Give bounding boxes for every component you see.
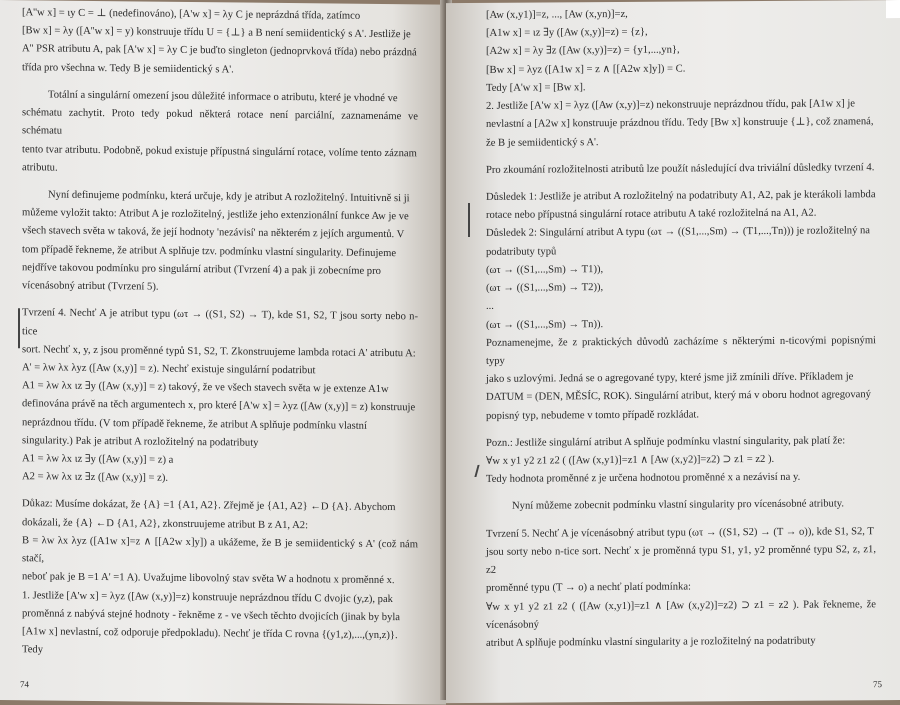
text-line: [A2w x] = λy ∃z ([Aw (x,y)]=z) = {y1,...,yn}, bbox=[486, 44, 680, 58]
page-number: 74 bbox=[20, 678, 29, 689]
text-line: atribut A splňuje podmínku vlastní singularity a je rozložitelný na podatributy bbox=[486, 635, 816, 649]
text-line: A2 = λw λx ιz ∃z ([Aw (x,y)] = z). bbox=[22, 471, 169, 485]
margin-pencil-mark bbox=[468, 203, 470, 237]
text-line: podatributy typů bbox=[486, 246, 557, 258]
text-line: Důkaz: Musíme dokázat, že {A} =1 {A1, A2}. Zřejmě je {A1, A2} ←D {A}. Abychom bbox=[22, 498, 396, 514]
margin-pencil-mark bbox=[18, 308, 20, 348]
text-line: Tvrzení 5. Nechť A je vícenásobný atribut typu (ωτ → ((S1, S2) → (T → o)), kde S1, S2, T bbox=[486, 525, 874, 540]
text-line: Totální a singulární omezení jsou důležité informace o atributu, které je vhodné ve bbox=[48, 89, 398, 105]
text-line: A1 = λw λx ιz ∃y ([Aw (x,y)] = z) a bbox=[22, 453, 174, 466]
text-line: ∀w x y1 y2 z1 z2 ( ([Aw (x,y1)]=z1 ∧ [Aw (x,y2)]=z2) ⊃ z1 = z2 ). bbox=[486, 453, 775, 467]
text-line: neboť pak je B =1 A' =1 A). Uvažujme libovolný stav světa W a hodnotu x proměnné x. bbox=[22, 571, 395, 587]
text-line: A'' PSR atributu A, pak [A'w x] = λy C je buďto singleton (jednoprvková třída) nebo prázdná bbox=[22, 43, 417, 59]
right-page bbox=[446, 0, 900, 703]
text-line: Tedy [A'w x] = [Bw x]. bbox=[486, 82, 586, 94]
text-line: vícenásobný atribut (Tvrzení 5). bbox=[22, 280, 159, 293]
text-line: Pro zkoumání rozložitelnosti atributů lze použít následující dva triviální důsledky tvrzení 4. bbox=[486, 161, 875, 176]
text-line: popisný typ, nebudeme v tomto případě rozkládat. bbox=[486, 408, 700, 422]
text-line: Pozn.: Jestliže singulární atribut A splňuje podmínku vlastní singularity, pak platí že: bbox=[486, 435, 846, 449]
text-line: sort. Nechť x, y, z jsou proměnné typů S1, S2, T. Zkonstruujeme lambda rotaci A' atributu A: bbox=[22, 343, 416, 360]
text-line: nevlastní a [A2w x] konstruuje prázdnou třídu. Tedy [Bw x] konstruuje {⊥}, což znamená, bbox=[486, 116, 874, 131]
text-line: Důsledek 1: Jestliže je atribut A rozložitelný na podatributy A1, A2, pak je kterákoli lambda bbox=[486, 189, 876, 203]
text-line: neprázdnou třídu. (V tom případě řekneme, že atribut A splňuje podmínku vlastní bbox=[22, 416, 367, 432]
text-line: Důsledek 2: Singulární atribut A typu (ωτ → ((S1,...,Sm) → (T1,...,Tn))) je rozložitelný na bbox=[486, 225, 871, 240]
text-line: atributu. bbox=[22, 161, 58, 174]
page-corner bbox=[886, 0, 900, 18]
text-line: dokázali, že {A} ←D {A1, A2}, zkonstruujeme atribut B z A1, A2: bbox=[22, 516, 309, 531]
text-line: (ωτ → ((S1,...,Sm) → T2)), bbox=[486, 282, 604, 294]
text-line: A' = λw λx λyz ([Aw (x,y)] = z). Nechť existuje singulární podatribut bbox=[22, 362, 316, 377]
text-line: Tedy bbox=[22, 644, 44, 656]
text-line: [A1w x] nevlastní, což odporuje předpokladu). Nechť je třída C rovna {(y1,z),...,(yn,z)}. bbox=[22, 626, 398, 642]
text-line: 1. Jestliže [A'w x] = λyz ([Aw (x,y)]=z) konstruuje neprázdnou třídu C dvojic (y,z), pak bbox=[22, 589, 393, 605]
text-line: tento tvar atributu. Podobně, pokud existuje přípustná singulární rotace, volíme tento záznam bbox=[22, 143, 417, 159]
text-line: [A''w x] = ιy C = ⊥ (nedefinováno), [A'w x] = λy C je neprázdná třída, zatímco bbox=[22, 7, 361, 22]
text-line: Nyní definujeme podmínku, která určuje, kdy je atribut A rozložitelný. Intuitivně si ji bbox=[48, 189, 410, 205]
left-page bbox=[0, 0, 446, 705]
margin-pencil-mark bbox=[474, 465, 479, 477]
text-line: ... bbox=[486, 301, 494, 313]
text-line: Tvrzení 4. Nechť A je atribut typu (ωτ → ((S1, S2) → T), kde S1, S2, T jsou sorty nebo n-tice bbox=[22, 307, 418, 337]
text-line: nejdříve takovou podmínku pro singulární atribut (Tvrzení 4) a pak ji zobecníme pro bbox=[22, 262, 381, 277]
text-line: [Bw x] = λy ([A''w x] = y) konstruuje třídu U = {⊥} a B není semiidentický s A'. Jestliže je bbox=[22, 25, 411, 41]
text-line: že B je semiidentický s A'. bbox=[486, 136, 599, 149]
text-line: schématu zachytit. Proto tedy pokud některá rotace není parciální, zaznamenáme ve schématu bbox=[22, 107, 418, 137]
text-line: 2. Jestliže [A'w x] = λyz ([Aw (x,y)]=z) nekonstruuje neprázdnou třídu, pak [A1w x] je bbox=[486, 98, 855, 112]
text-line: Nyní můžeme zobecnit podmínku vlastní singularity pro vícenásobné atributy. bbox=[512, 498, 845, 513]
text-line: [Bw x] = λyz ([A1w x] = z ∧ [[A2w x]y]) = C. bbox=[486, 63, 686, 76]
text-line: (ωτ → ((S1,...,Sm) → Tn)). bbox=[486, 318, 604, 331]
text-line: [Aw (x,y1)]=z, ..., [Aw (x,yn)]=z, bbox=[486, 8, 628, 21]
text-line: [A1w x] = ιz ∃y ([Aw (x,y)]=z) = {z}, bbox=[486, 26, 648, 40]
page-number: 75 bbox=[873, 678, 882, 689]
text-line: ∀w x y1 y2 z1 z2 ( ([Aw (x,y1)]=z1 ∧ [Aw (x,y2)]=z2) ⊃ z1 = z2 ). Pak řekneme, že vícenásobný bbox=[486, 598, 876, 631]
text-line: definována právě na těch argumentech x, pro které [A'w x] = λyz ([Aw (x,y)] = z) konstruuje bbox=[22, 398, 416, 414]
text-line: rotace nebo přípustná singulární rotace atributu A také rozložitelná na A1, A2. bbox=[486, 207, 817, 222]
text-line: DATUM = (DEN, MĚSÍC, ROK). Singulární atribut, který má v oboru hodnot agregovaný bbox=[486, 389, 871, 404]
text-line: A1 = λw λx ιz ∃y ([Aw (x,y)] = z) takový, že ve všech stavech světa w je extenze A1w bbox=[22, 380, 389, 396]
text-line: B = λw λx λyz ([A1w x]=z ∧ [[A2w x]y]) a ukážeme, že B je semiidentický s A' (což nám stačí, bbox=[22, 535, 418, 565]
text-line: můžeme vyložit takto: Atribut A je rozložitelný, jestliže jeho extenzionální funkce Aw je ve bbox=[22, 207, 409, 223]
text-line: proměnná z nabývá stejné hodnoty - řekněme z - ve všech těchto dvojicích (jinak by byla bbox=[22, 608, 401, 623]
text-line: všech stavech světa w taková, že její hodnoty 'nezávisí' na některém z jejích argumentů. V bbox=[22, 225, 405, 241]
text-line: (ωτ → ((S1,...,Sm) → T1)), bbox=[486, 263, 604, 276]
text-line: singularity.) Pak je atribut A rozložitelný na podatributy bbox=[22, 435, 259, 449]
text-line: tom případě řekneme, že atribut A splňuje tzv. podmínku vlastní singularity. Definujeme bbox=[22, 243, 397, 259]
text-line: proměnné typu (T → o) a nechť platí podmínka: bbox=[486, 581, 691, 595]
text-line: třída pro všechna w. Tedy B je semiidentický s A'. bbox=[22, 61, 234, 76]
text-line: jako s uzlovými. Jedná se o agregované typy, které jsme již zmínili dříve. Příkladem je bbox=[486, 371, 854, 386]
text-line: Poznamenejme, že z praktických důvodů zacházíme s některými n-ticovými popisnými typy bbox=[486, 334, 876, 367]
text-line: jsou sorty nebo n-tice sort. Nechť x je proměnná typu S1, y1, y2 proměnné typu S2, z, z1, z2 bbox=[486, 544, 876, 577]
text-line: Tedy hodnota proměnné z je určena hodnotou proměnné x a nezávisí na y. bbox=[486, 471, 801, 486]
